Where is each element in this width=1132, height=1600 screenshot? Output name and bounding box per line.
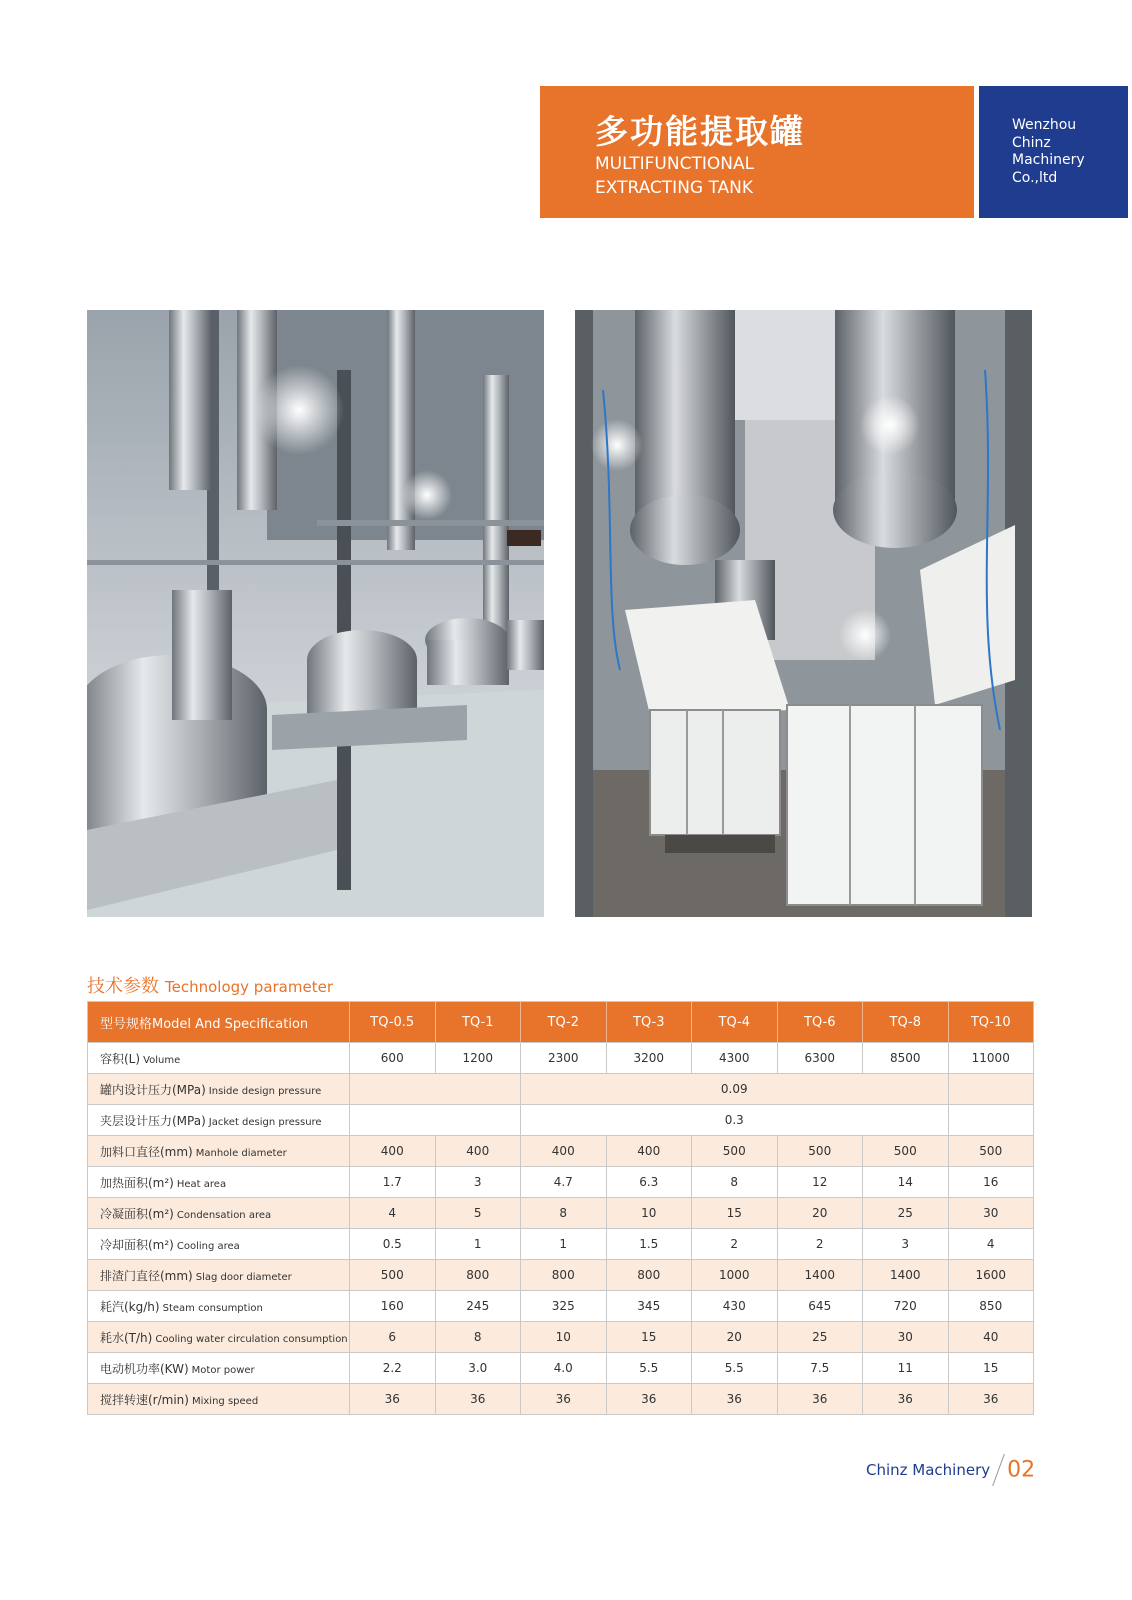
table-cell: 8500 bbox=[863, 1043, 949, 1074]
table-cell: 2 bbox=[692, 1229, 778, 1260]
row-label-english: Steam consumption bbox=[162, 1302, 263, 1314]
row-label-chinese: 加热面积(m²) bbox=[100, 1175, 174, 1190]
table-row bbox=[88, 1291, 1034, 1322]
table-cell-merged: 0.3 bbox=[521, 1105, 949, 1136]
table-cell: 25 bbox=[863, 1198, 949, 1229]
table-cell: 4300 bbox=[692, 1043, 778, 1074]
row-label bbox=[88, 1136, 350, 1167]
table-cell: 1400 bbox=[863, 1260, 949, 1291]
table-cell: 400 bbox=[606, 1136, 692, 1167]
table-cell: 36 bbox=[692, 1384, 778, 1415]
table-cell: 25 bbox=[777, 1322, 863, 1353]
table-cell: 800 bbox=[435, 1260, 521, 1291]
table-row bbox=[88, 1136, 1034, 1167]
table-cell: 160 bbox=[350, 1291, 436, 1322]
page-number: 02 bbox=[1007, 1457, 1036, 1483]
page-footer bbox=[866, 1453, 1035, 1487]
table-cell-empty bbox=[350, 1105, 521, 1136]
table-cell: 850 bbox=[948, 1291, 1034, 1322]
table-row bbox=[88, 1353, 1034, 1384]
row-label bbox=[88, 1074, 350, 1105]
row-label-chinese: 搅拌转速(r/min) bbox=[100, 1392, 189, 1407]
row-label bbox=[88, 1260, 350, 1291]
model-header: TQ-10 bbox=[948, 1002, 1034, 1043]
title-chinese: 多功能提取罐 bbox=[595, 112, 805, 151]
table-cell: 20 bbox=[777, 1198, 863, 1229]
title-english-line-1: MULTIFUNCTIONAL bbox=[595, 154, 755, 174]
row-label bbox=[88, 1229, 350, 1260]
table-cell: 11000 bbox=[948, 1043, 1034, 1074]
table-cell-merged: 0.09 bbox=[521, 1074, 949, 1105]
table-cell: 15 bbox=[692, 1198, 778, 1229]
model-header: TQ-1 bbox=[435, 1002, 521, 1043]
table-row bbox=[88, 1322, 1034, 1353]
table-cell: 500 bbox=[777, 1136, 863, 1167]
table-cell: 3 bbox=[435, 1167, 521, 1198]
company-line-1: Wenzhou bbox=[1012, 117, 1077, 133]
row-label-english: Condensation area bbox=[176, 1209, 272, 1221]
table-cell: 16 bbox=[948, 1167, 1034, 1198]
technology-parameter-table bbox=[87, 1001, 1034, 1415]
table-cell: 430 bbox=[692, 1291, 778, 1322]
company-banner bbox=[979, 86, 1128, 218]
table-cell: 6 bbox=[350, 1322, 436, 1353]
company-name bbox=[1012, 117, 1085, 187]
model-header: TQ-4 bbox=[692, 1002, 778, 1043]
row-label bbox=[88, 1353, 350, 1384]
table-cell: 11 bbox=[863, 1353, 949, 1384]
table-cell: 12 bbox=[777, 1167, 863, 1198]
table-cell: 1400 bbox=[777, 1260, 863, 1291]
table-row bbox=[88, 1105, 1034, 1136]
company-line-2: Chinz bbox=[1012, 134, 1051, 151]
company-line-3: Machinery bbox=[1012, 152, 1085, 168]
row-label bbox=[88, 1105, 350, 1136]
table-cell: 8 bbox=[435, 1322, 521, 1353]
row-label-chinese: 排渣门直径(mm) bbox=[100, 1268, 193, 1283]
table-cell: 500 bbox=[948, 1136, 1034, 1167]
title-english bbox=[595, 152, 754, 200]
model-header: TQ-2 bbox=[521, 1002, 607, 1043]
table-row bbox=[88, 1167, 1034, 1198]
table-cell: 8 bbox=[692, 1167, 778, 1198]
table-cell: 400 bbox=[521, 1136, 607, 1167]
section-title-english: Technology parameter bbox=[165, 978, 333, 996]
table-cell: 3 bbox=[863, 1229, 949, 1260]
table-cell: 36 bbox=[350, 1384, 436, 1415]
table-cell: 5 bbox=[435, 1198, 521, 1229]
table-cell: 36 bbox=[435, 1384, 521, 1415]
table-row bbox=[88, 1043, 1034, 1074]
section-title bbox=[87, 972, 333, 998]
row-label-english: Slag door diameter bbox=[195, 1271, 292, 1283]
table-cell: 4 bbox=[350, 1198, 436, 1229]
table-cell: 2300 bbox=[521, 1043, 607, 1074]
table-cell: 2.2 bbox=[350, 1353, 436, 1384]
model-header: TQ-8 bbox=[863, 1002, 949, 1043]
footer-brand: Chinz Machinery bbox=[866, 1461, 991, 1479]
table-cell-empty bbox=[350, 1074, 521, 1105]
table-cell: 10 bbox=[606, 1198, 692, 1229]
row-label bbox=[88, 1043, 350, 1074]
row-label-english: Inside design pressure bbox=[208, 1085, 322, 1097]
table-cell: 1000 bbox=[692, 1260, 778, 1291]
row-label-chinese: 电动机功率(KW) bbox=[100, 1361, 189, 1376]
row-label-english: Heat area bbox=[176, 1178, 227, 1190]
title-english-line-2: EXTRACTING TANK bbox=[595, 178, 754, 198]
table-cell: 36 bbox=[521, 1384, 607, 1415]
company-line-4: Co.,ltd bbox=[1012, 169, 1058, 186]
row-label bbox=[88, 1322, 350, 1353]
table-cell: 4 bbox=[948, 1229, 1034, 1260]
row-label bbox=[88, 1291, 350, 1322]
model-header: TQ-3 bbox=[606, 1002, 692, 1043]
table-cell: 500 bbox=[692, 1136, 778, 1167]
model-header: TQ-0.5 bbox=[350, 1002, 436, 1043]
table-cell: 645 bbox=[777, 1291, 863, 1322]
table-cell: 36 bbox=[777, 1384, 863, 1415]
table-cell: 500 bbox=[350, 1260, 436, 1291]
row-label-chinese: 冷却面积(m²) bbox=[100, 1237, 174, 1252]
table-cell: 245 bbox=[435, 1291, 521, 1322]
table-cell: 36 bbox=[606, 1384, 692, 1415]
row-label-english: Cooling water circulation consumption bbox=[155, 1333, 348, 1345]
factory-photo-left bbox=[87, 310, 544, 917]
table-cell-empty bbox=[948, 1074, 1034, 1105]
table-row bbox=[88, 1229, 1034, 1260]
table-cell: 7.5 bbox=[777, 1353, 863, 1384]
table-cell: 6.3 bbox=[606, 1167, 692, 1198]
table-cell: 800 bbox=[521, 1260, 607, 1291]
row-label-chinese: 冷凝面积(m²) bbox=[100, 1206, 174, 1221]
table-cell: 1.7 bbox=[350, 1167, 436, 1198]
table-cell: 36 bbox=[948, 1384, 1034, 1415]
row-label-chinese: 耗水(T/h) bbox=[100, 1330, 153, 1345]
table-cell: 800 bbox=[606, 1260, 692, 1291]
table-cell: 10 bbox=[521, 1322, 607, 1353]
table-row bbox=[88, 1384, 1034, 1415]
row-label-chinese: 容积(L) bbox=[100, 1051, 141, 1066]
table-cell: 1 bbox=[521, 1229, 607, 1260]
table-cell: 20 bbox=[692, 1322, 778, 1353]
section-title-chinese: 技术参数 bbox=[87, 976, 159, 997]
table-row bbox=[88, 1198, 1034, 1229]
table-cell: 6300 bbox=[777, 1043, 863, 1074]
table-cell: 15 bbox=[948, 1353, 1034, 1384]
table-cell: 1600 bbox=[948, 1260, 1034, 1291]
table-cell: 5.5 bbox=[692, 1353, 778, 1384]
table-cell: 720 bbox=[863, 1291, 949, 1322]
row-label-english: Jacket design pressure bbox=[208, 1116, 322, 1128]
table-cell: 5.5 bbox=[606, 1353, 692, 1384]
table-cell: 36 bbox=[863, 1384, 949, 1415]
table-cell: 1200 bbox=[435, 1043, 521, 1074]
model-header: TQ-6 bbox=[777, 1002, 863, 1043]
row-label-english: Motor power bbox=[191, 1364, 255, 1376]
row-label-chinese: 罐内设计压力(MPa) bbox=[100, 1082, 206, 1097]
table-cell: 400 bbox=[350, 1136, 436, 1167]
table-cell: 30 bbox=[948, 1198, 1034, 1229]
table-cell: 400 bbox=[435, 1136, 521, 1167]
table-cell: 600 bbox=[350, 1043, 436, 1074]
row-label-english: Volume bbox=[143, 1054, 181, 1066]
table-cell: 4.0 bbox=[521, 1353, 607, 1384]
table-row bbox=[88, 1074, 1034, 1105]
table-cell: 3.0 bbox=[435, 1353, 521, 1384]
row-label bbox=[88, 1167, 350, 1198]
table-cell: 8 bbox=[521, 1198, 607, 1229]
row-label-chinese: 加料口直径(mm) bbox=[100, 1144, 193, 1159]
table-header-row bbox=[88, 1002, 1034, 1043]
table-cell: 15 bbox=[606, 1322, 692, 1353]
row-label bbox=[88, 1198, 350, 1229]
table-cell: 0.5 bbox=[350, 1229, 436, 1260]
title-banner bbox=[540, 86, 974, 218]
row-label-chinese: 夹层设计压力(MPa) bbox=[100, 1113, 206, 1128]
row-label-english: Cooling area bbox=[176, 1240, 240, 1252]
table-cell-empty bbox=[948, 1105, 1034, 1136]
table-cell: 500 bbox=[863, 1136, 949, 1167]
table-cell: 325 bbox=[521, 1291, 607, 1322]
row-label-english: Mixing speed bbox=[191, 1395, 259, 1407]
row-label bbox=[88, 1384, 350, 1415]
row-label-chinese: 耗汽(kg/h) bbox=[100, 1299, 160, 1314]
table-cell: 14 bbox=[863, 1167, 949, 1198]
table-row bbox=[88, 1260, 1034, 1291]
table-cell: 40 bbox=[948, 1322, 1034, 1353]
factory-photo-right bbox=[575, 310, 1032, 917]
row-label-english: Manhole diameter bbox=[195, 1147, 287, 1159]
table-cell: 345 bbox=[606, 1291, 692, 1322]
table-cell: 3200 bbox=[606, 1043, 692, 1074]
table-cell: 4.7 bbox=[521, 1167, 607, 1198]
table-cell: 1 bbox=[435, 1229, 521, 1260]
table-cell: 30 bbox=[863, 1322, 949, 1353]
table-cell: 2 bbox=[777, 1229, 863, 1260]
table-cell: 1.5 bbox=[606, 1229, 692, 1260]
spec-header: 型号规格Model And Specification bbox=[88, 1002, 350, 1043]
footer-divider bbox=[992, 1454, 1005, 1486]
